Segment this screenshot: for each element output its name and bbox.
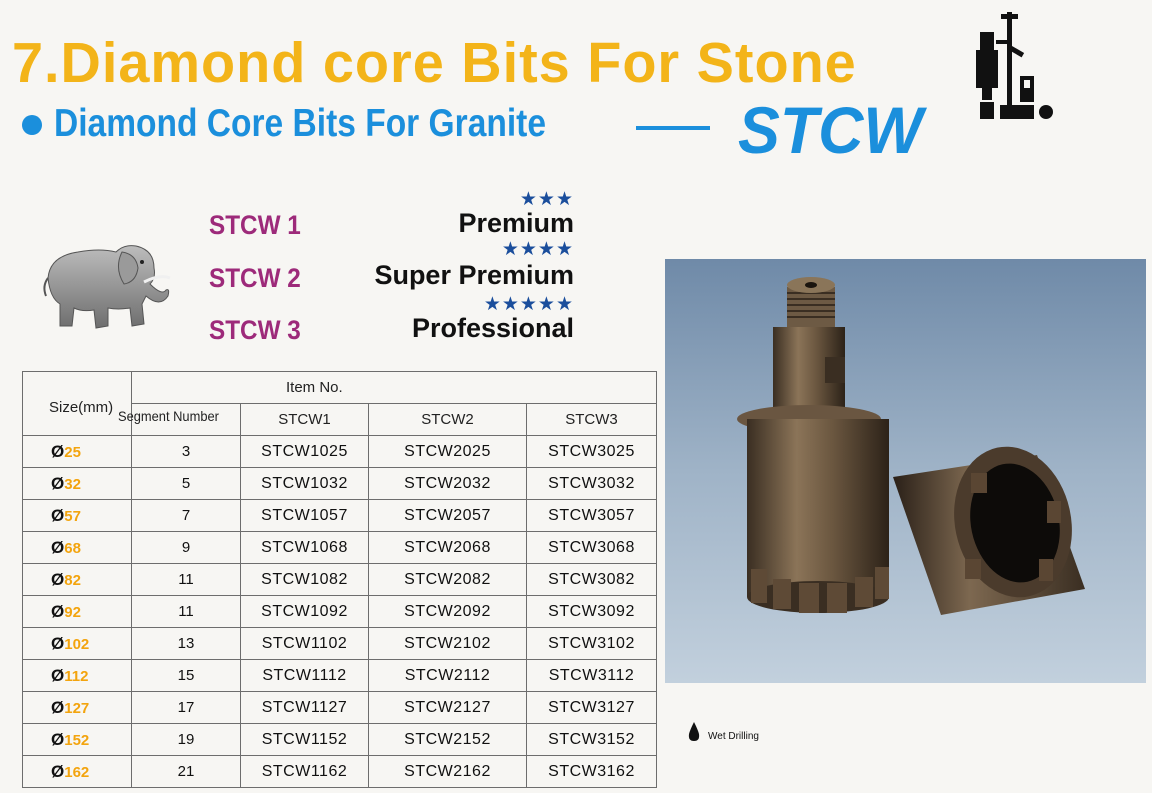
rating-stars-4: ★★★★ bbox=[501, 239, 574, 260]
segment-cell: 11 bbox=[132, 596, 241, 628]
size-header: Size(mm) bbox=[49, 399, 114, 416]
segment-cell: 19 bbox=[132, 724, 241, 756]
item-cell-stcw2: STCW2162 bbox=[369, 756, 527, 788]
item-cell-stcw2: STCW2082 bbox=[369, 564, 527, 596]
item-cell-stcw1: STCW1162 bbox=[241, 756, 369, 788]
diameter-symbol: Ø bbox=[51, 441, 65, 461]
core-drill-machine-logo-icon bbox=[972, 10, 1056, 122]
item-cell-stcw3: STCW3025 bbox=[527, 436, 657, 468]
table-row bbox=[23, 468, 657, 500]
item-cell-stcw3: STCW3112 bbox=[527, 660, 657, 692]
table-row bbox=[23, 596, 657, 628]
item-cell-stcw1: STCW1112 bbox=[241, 660, 369, 692]
diameter-symbol: Ø bbox=[51, 761, 65, 781]
table-row bbox=[23, 564, 657, 596]
item-cell-stcw1: STCW1152 bbox=[241, 724, 369, 756]
size-value: 152 bbox=[64, 731, 90, 749]
item-cell-stcw2: STCW2068 bbox=[369, 532, 527, 564]
size-value: 32 bbox=[64, 475, 81, 493]
item-cell-stcw2: STCW2127 bbox=[369, 692, 527, 724]
size-cell bbox=[23, 756, 132, 788]
size-value: 112 bbox=[64, 667, 89, 685]
size-cell bbox=[23, 596, 132, 628]
diameter-symbol: Ø bbox=[51, 665, 65, 685]
size-value: 68 bbox=[64, 539, 81, 557]
table-row bbox=[23, 724, 657, 756]
table-row bbox=[23, 692, 657, 724]
segment-cell: 11 bbox=[132, 564, 241, 596]
column-header-stcw2: STCW2 bbox=[369, 404, 527, 436]
item-header: Item No. bbox=[132, 372, 657, 404]
item-cell-stcw2: STCW2152 bbox=[369, 724, 527, 756]
item-cell-stcw2: STCW2032 bbox=[369, 468, 527, 500]
segment-cell: 5 bbox=[132, 468, 241, 500]
item-cell-stcw1: STCW1127 bbox=[241, 692, 369, 724]
column-header-stcw1: STCW1 bbox=[241, 404, 369, 436]
diameter-symbol: Ø bbox=[51, 633, 65, 653]
grade-code-stcw3: STCW 3 bbox=[209, 315, 301, 345]
segment-cell: 13 bbox=[132, 628, 241, 660]
item-cell-stcw1: STCW1025 bbox=[241, 436, 369, 468]
segment-cell: 15 bbox=[132, 660, 241, 692]
diameter-symbol: Ø bbox=[51, 569, 65, 589]
item-cell-stcw3: STCW3057 bbox=[527, 500, 657, 532]
item-cell-stcw1: STCW1082 bbox=[241, 564, 369, 596]
item-cell-stcw2: STCW2057 bbox=[369, 500, 527, 532]
subtitle-dash bbox=[636, 126, 710, 130]
item-cell-stcw1: STCW1102 bbox=[241, 628, 369, 660]
grade-name-professional: Professional bbox=[411, 313, 574, 343]
column-header-stcw3: STCW3 bbox=[527, 404, 657, 436]
size-cell bbox=[23, 660, 132, 692]
size-value: 57 bbox=[64, 507, 81, 525]
segment-cell: 3 bbox=[132, 436, 241, 468]
table-row bbox=[23, 660, 657, 692]
table-row bbox=[23, 628, 657, 660]
item-cell-stcw1: STCW1068 bbox=[241, 532, 369, 564]
size-value: 162 bbox=[64, 763, 90, 781]
size-value: 102 bbox=[64, 635, 90, 653]
wet-drilling-label: Wet Drilling bbox=[708, 731, 759, 742]
size-value: 25 bbox=[64, 443, 81, 461]
page-title: 7.Diamond core Bits For Stone bbox=[12, 31, 857, 95]
rating-stars-3: ★★★ bbox=[519, 189, 574, 210]
elephant-image bbox=[38, 238, 172, 334]
table-row bbox=[23, 500, 657, 532]
size-cell bbox=[23, 468, 132, 500]
size-cell bbox=[23, 724, 132, 756]
segment-header-cell bbox=[118, 404, 241, 436]
item-cell-stcw2: STCW2112 bbox=[369, 660, 527, 692]
spec-table bbox=[22, 371, 657, 788]
item-cell-stcw3: STCW3162 bbox=[527, 756, 657, 788]
item-cell-stcw1: STCW1092 bbox=[241, 596, 369, 628]
item-cell-stcw3: STCW3102 bbox=[527, 628, 657, 660]
item-cell-stcw1: STCW1032 bbox=[241, 468, 369, 500]
grade-name-premium: Premium bbox=[458, 208, 574, 238]
size-cell bbox=[23, 436, 132, 468]
item-cell-stcw3: STCW3082 bbox=[527, 564, 657, 596]
diameter-symbol: Ø bbox=[51, 537, 65, 557]
series-name: STCW bbox=[738, 93, 923, 167]
table-row bbox=[23, 532, 657, 564]
segment-cell: 9 bbox=[132, 532, 241, 564]
item-cell-stcw3: STCW3092 bbox=[527, 596, 657, 628]
size-cell bbox=[23, 564, 132, 596]
bullet-icon bbox=[22, 115, 42, 135]
item-cell-stcw3: STCW3068 bbox=[527, 532, 657, 564]
size-cell bbox=[23, 500, 132, 532]
segment-cell: 17 bbox=[132, 692, 241, 724]
size-cell bbox=[23, 532, 132, 564]
rating-stars-5: ★★★★★ bbox=[483, 294, 574, 315]
core-bit-photo bbox=[665, 259, 1146, 683]
item-cell-stcw3: STCW3032 bbox=[527, 468, 657, 500]
diameter-symbol: Ø bbox=[51, 505, 65, 525]
item-cell-stcw2: STCW2092 bbox=[369, 596, 527, 628]
item-cell-stcw1: STCW1057 bbox=[241, 500, 369, 532]
table-row bbox=[23, 436, 657, 468]
diameter-symbol: Ø bbox=[51, 601, 65, 621]
size-header-cell bbox=[23, 372, 132, 436]
item-cell-stcw3: STCW3152 bbox=[527, 724, 657, 756]
segment-cell: 7 bbox=[132, 500, 241, 532]
size-value: 82 bbox=[64, 571, 81, 589]
grade-name-super-premium: Super Premium bbox=[374, 260, 574, 290]
diameter-symbol: Ø bbox=[51, 729, 65, 749]
diameter-symbol: Ø bbox=[51, 697, 65, 717]
diameter-symbol: Ø bbox=[51, 473, 65, 493]
size-value: 127 bbox=[64, 699, 90, 717]
water-drop-icon bbox=[688, 722, 700, 742]
segment-cell: 21 bbox=[132, 756, 241, 788]
grade-code-stcw1: STCW 1 bbox=[209, 210, 301, 240]
size-cell bbox=[23, 628, 132, 660]
item-cell-stcw2: STCW2025 bbox=[369, 436, 527, 468]
grade-code-stcw2: STCW 2 bbox=[209, 263, 301, 293]
item-cell-stcw3: STCW3127 bbox=[527, 692, 657, 724]
segment-header: Segment Number bbox=[118, 408, 219, 424]
table-row bbox=[23, 756, 657, 788]
item-cell-stcw2: STCW2102 bbox=[369, 628, 527, 660]
page-subtitle: Diamond Core Bits For Granite bbox=[54, 102, 546, 145]
size-value: 92 bbox=[64, 603, 81, 621]
size-cell bbox=[23, 692, 132, 724]
